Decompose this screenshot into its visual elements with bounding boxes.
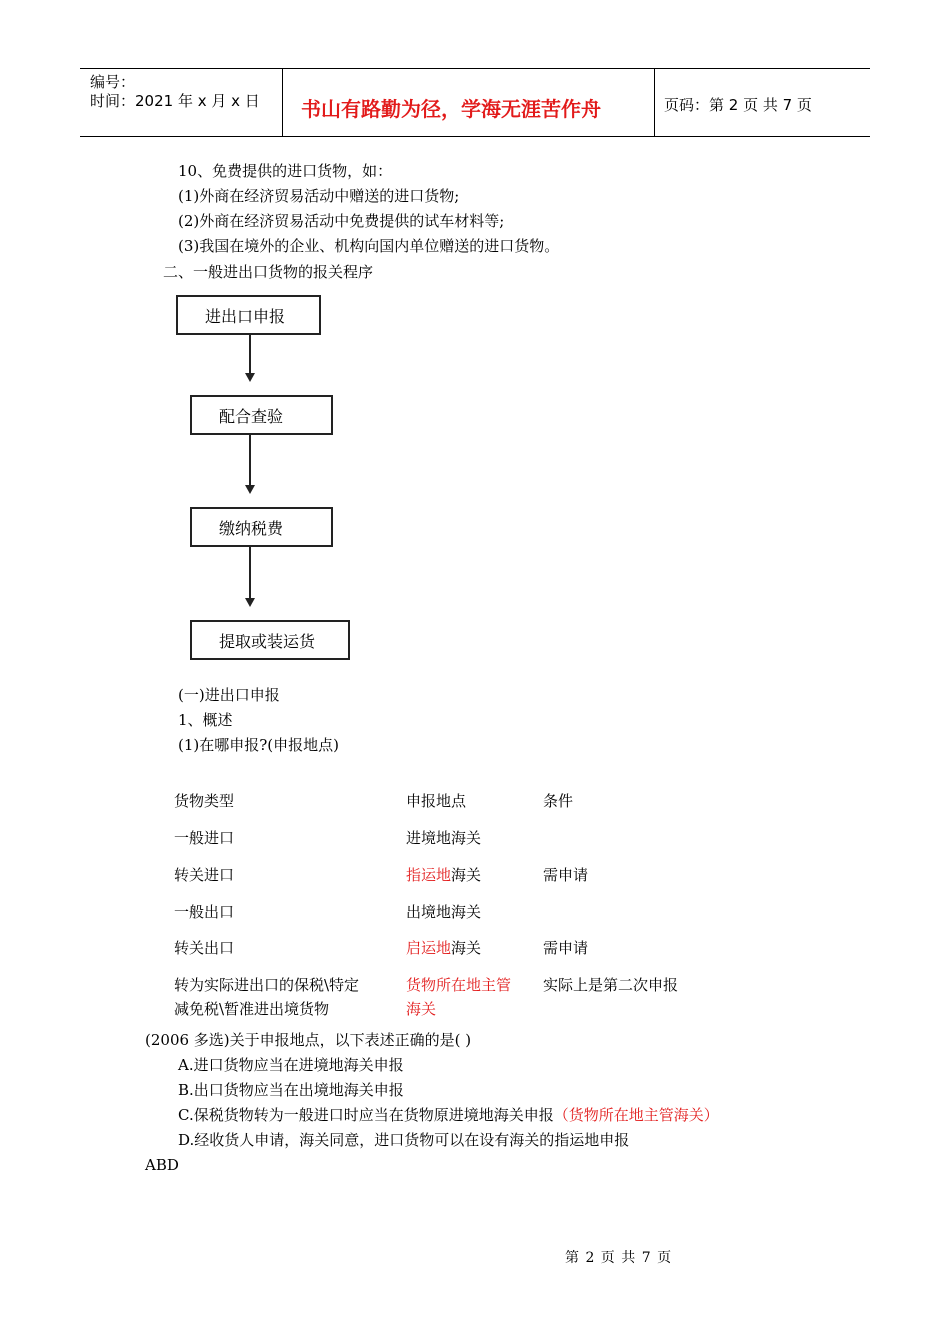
place-text: 进境地海关 (406, 829, 482, 847)
document-number-label: 编号： (90, 73, 136, 91)
place-highlight: 启运地 (406, 939, 452, 957)
flow-arrow-head-3 (245, 598, 255, 607)
option-b: B.出口货物应当在出境地海关申报 (178, 1081, 404, 1099)
table-cell-place-line1: 货物所在地主管 (406, 976, 512, 994)
header-divider-right (654, 69, 655, 136)
table-header-condition: 条件 (543, 792, 574, 810)
place-text: 海关 (451, 866, 482, 884)
place-text: 出境地海关 (406, 903, 482, 921)
flow-step-declaration: 进出口申报 (176, 295, 321, 335)
table-cell-condition: 需申请 (543, 866, 589, 884)
answer-text: ABD (145, 1156, 179, 1174)
flow-arrow-head-1 (245, 373, 255, 382)
list-subitem-1: (1)外商在经济贸易活动中赠送的进口货物; (178, 187, 460, 205)
flow-step-tax-payment: 缴纳税费 (190, 507, 333, 547)
page-footer: 第 2 页 共 7 页 (565, 1250, 673, 1266)
flow-arrow-3 (249, 547, 251, 599)
table-cell-place (406, 902, 481, 922)
table-cell-place (406, 938, 481, 958)
flow-arrow-1 (249, 335, 251, 374)
option-c-note: （货物所在地主管海关） (553, 1106, 719, 1124)
list-subitem-3: (3)我国在境外的企业、机构向国内单位赠送的进口货物。 (178, 237, 560, 255)
option-d: D.经收货人申请，海关同意，进口货物可以在设有海关的指运地申报 (178, 1131, 630, 1149)
table-cell-type-line1: 转为实际进出口的保税\特定 (174, 976, 360, 994)
header-motto: 书山有路勤为径，学海无涯苦作舟 (301, 97, 601, 121)
table-cell-place (406, 865, 481, 885)
option-c (178, 1105, 719, 1125)
place-text: 海关 (451, 939, 482, 957)
table-cell-place (406, 828, 481, 848)
table-cell-type: 转关出口 (174, 939, 235, 957)
section-heading-2: 二、一般进出口货物的报关程序 (163, 263, 374, 281)
flow-arrow-head-2 (245, 485, 255, 494)
option-a: A.进口货物应当在进境地海关申报 (178, 1056, 404, 1074)
declaration-place-question: (1)在哪申报?(申报地点) (178, 736, 339, 754)
list-subitem-2: (2)外商在经济贸易活动中免费提供的试车材料等; (178, 212, 505, 230)
table-header-place: 申报地点 (406, 792, 467, 810)
table-cell-condition: 实际上是第二次申报 (543, 976, 679, 994)
subsection-overview: 1、概述 (178, 711, 233, 729)
table-cell-type: 一般出口 (174, 903, 235, 921)
table-cell-type: 一般进口 (174, 829, 235, 847)
table-header-goods-type: 货物类型 (174, 792, 235, 810)
header-divider-left (282, 69, 283, 136)
option-c-text: C.保税货物转为一般进口时应当在货物原进境地海关申报 (178, 1106, 554, 1124)
table-cell-condition: 需申请 (543, 939, 589, 957)
exam-question-stem: (2006 多选)关于申报地点，以下表述正确的是( ) (145, 1031, 472, 1049)
table-cell-place-line2: 海关 (406, 1000, 437, 1018)
document-date: 时间：2021 年 x 月 x 日 (90, 92, 260, 110)
flow-arrow-2 (249, 435, 251, 486)
table-cell-type-line2: 减免税\暂准进出境货物 (174, 1000, 330, 1018)
table-cell-type: 转关进口 (174, 866, 235, 884)
flow-step-inspection: 配合查验 (190, 395, 333, 435)
list-item-10: 10、免费提供的进口货物，如： (178, 162, 393, 180)
subsection-heading: (一)进出口申报 (178, 686, 280, 704)
page-info: 页码：第 2 页 共 7 页 (664, 96, 812, 114)
place-highlight: 指运地 (406, 866, 452, 884)
flow-step-release: 提取或装运货 (190, 620, 350, 660)
